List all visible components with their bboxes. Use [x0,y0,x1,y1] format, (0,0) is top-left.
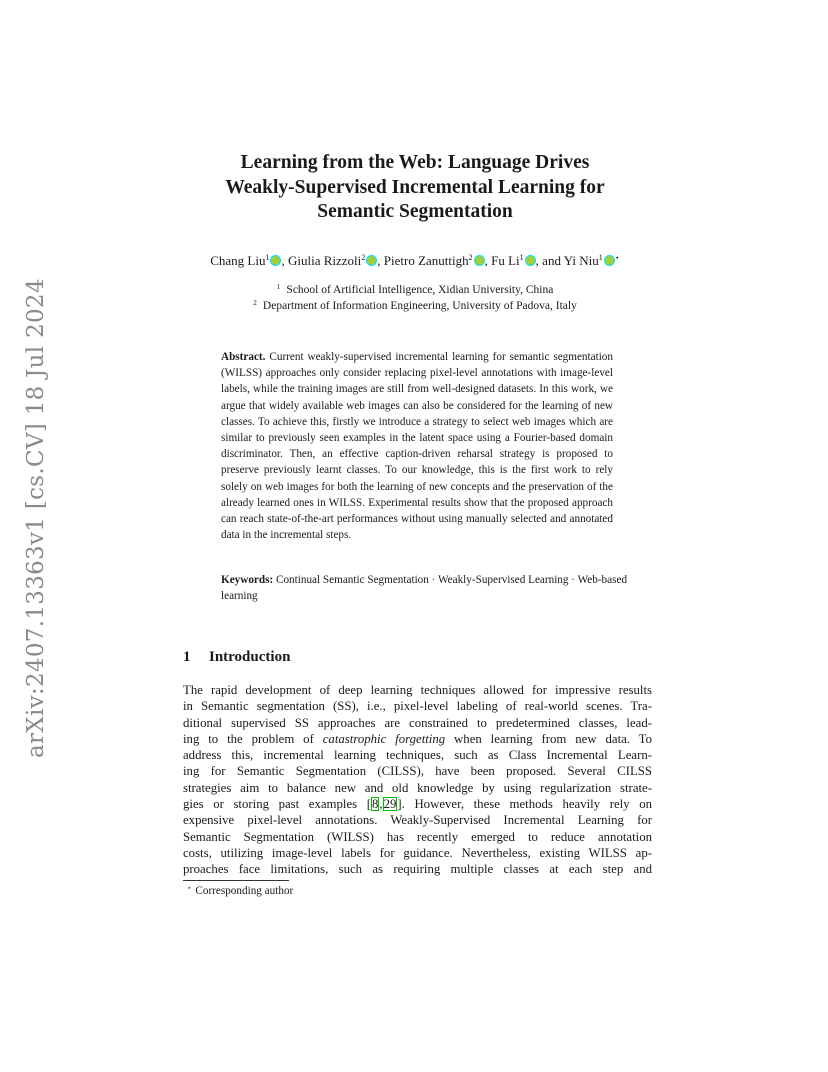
author[interactable]: Pietro Zanuttigh$^2$ [384,253,485,268]
keywords-text: Continual Semantic Segmentation · Weakly-Supervised Learning · Web-based learning [221,574,628,603]
title-line-1: Learning from the Web: Language Drives [240,152,590,173]
orcid-icon[interactable] [604,255,615,266]
text-line: in Semantic segmentation (SS), i.e., pixel-level labeling of real-world scenes. Tra- [183,699,652,714]
section-title: Introduction [209,649,291,665]
text-line: ing for Semantic Segmentation (CILSS), have been proposed. Several CILSS [183,764,652,779]
keywords-label: Keywords: [221,574,274,586]
author[interactable]: Giulia Rizzoli$^2$ [288,253,377,268]
orcid-icon[interactable] [525,255,536,266]
orcid-icon[interactable] [366,255,377,266]
text-line: strategies aim to balance new and old knowledge by using regularization strate- [183,780,652,795]
affiliation: $^2$ Department of Information Engineering, University of Padova, Italy [253,298,577,312]
text-line: ing to the problem of catastrophic forgetting when learning from new data. To [183,731,652,746]
arxiv-stamp: arXiv:2407.13363v1 [cs.CV] 18 Jul 2024 [23,278,49,758]
citation-link[interactable]: 8 [371,797,379,812]
footnote-mark: ⋆ [187,884,192,892]
author[interactable]: Yi Niu$^1$ ⋆ [563,253,620,268]
text-line: costs, utilizing image-level labels for guidance. Nevertheless, existing WILSS ap- [183,845,652,860]
abstract-text: Current weakly-supervised incremental learning for semantic segmentation (WILSS) approaches only consider replacing pixel-level annotations with image-level labels, while the training images are still from well-designed datasets. In this work, we argue that widely available web images can also be considered for the learning of new classes. To achieve this, firstly we introduce a strategy to select web images which are similar to previously seen examples in the latent space using a Fourier-based domain discriminator. Then, an effective caption-driven reharsal strategy is proposed to preserve previously learnt classes. To our knowledge, this is the first work to rely solely on web images for both the learning of new concepts and the preservation of the already learned ones in WILSS. Experimental results show that the proposed approach can reach state-of-the-art performances without using manually selected and annotated data in the incremental steps. [221,351,613,542]
paper-title [150,151,680,225]
text-line: proaches face limitations, such as requiring multiple classes at each step and [183,862,652,877]
corresponding-mark: ⋆ [614,253,620,262]
emphasis: catastrophic forgetting [322,731,446,746]
section-heading [183,649,290,666]
section-number: 1 [183,649,191,665]
keywords [221,572,633,604]
author[interactable]: Chang Liu$^1$ [210,253,281,268]
footnote [187,884,293,897]
abstract [221,349,613,543]
author-list: Chang Liu$^1$ , Giulia Rizzoli$^2$ , Pietro Zanuttigh$^2$ , Fu Li$^1$ , and Yi Niu$^1$ ⋆ [210,253,620,268]
text-line: gies or storing past examples [8,29]. However, these methods heavily rely on [183,797,652,812]
affiliation: $^1$ School of Artificial Intelligence, Xidian University, China [276,282,554,296]
footnote-text: Corresponding author [195,885,294,897]
author[interactable]: Fu Li$^1$ [491,253,536,268]
citation-link[interactable]: 29 [383,797,397,812]
text-line: The rapid development of deep learning techniques allowed for impressive results [183,683,652,697]
title-line-2: Weakly-Supervised Incremental Learning for [225,176,605,198]
text-line: ditional supervised SS approaches are constrained to predetermined classes, lead- [183,715,652,730]
abstract-label: Abstract. [221,351,266,363]
text-line: address this, incremental learning techniques, such as Class Incremental Learn- [183,748,652,763]
intro-paragraph [183,682,652,878]
text-line: Semantic Segmentation (WILSS) has recently emerged to reduce annotation [183,829,652,844]
orcid-icon[interactable] [270,255,281,266]
text-line: expensive pixel-level annotations. Weakly-Supervised Incremental Learning for [183,813,652,828]
orcid-icon[interactable] [474,255,485,266]
footnote-divider [183,880,289,881]
title-line-3: Semantic Segmentation [317,201,513,223]
